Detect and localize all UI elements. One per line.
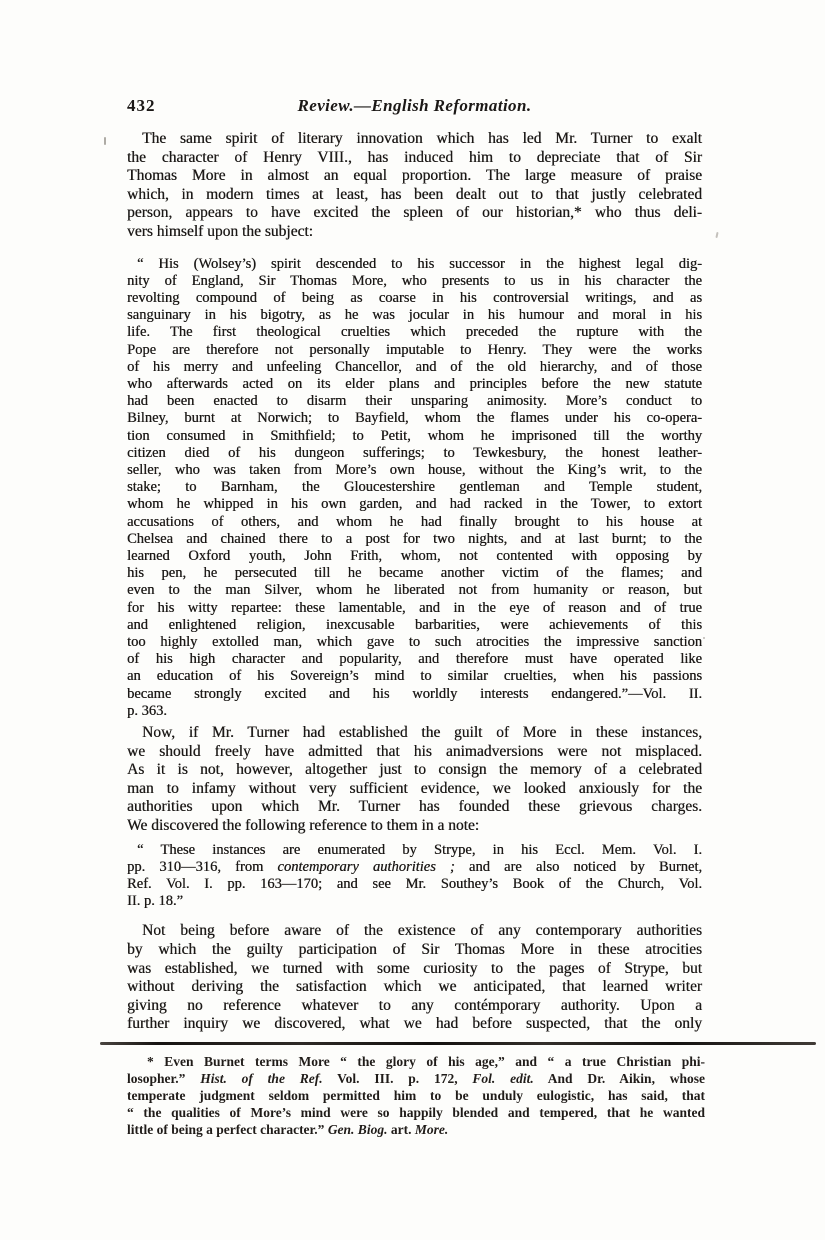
text-line: without deriving the satisfaction which we anticipated, that learned writer xyxy=(127,978,702,996)
text-line: We discovered the following reference to them in a note: xyxy=(127,817,480,835)
paragraph-commentary xyxy=(127,724,702,836)
text-line: learned Oxford youth, John Frith, whom, not contented with opposing by xyxy=(127,548,702,565)
text-line: whom he whipped in his own garden, and had racked in the Tower, to extort xyxy=(127,496,702,513)
text-line: giving no reference whatever to any contémporary authority. Upon a xyxy=(127,996,702,1014)
text-line: “ His (Wolsey’s) spirit descended to his successor in the highest legal dig- xyxy=(137,255,702,272)
text-line: sanguinary in his bigotry, as he was jocular in his humour and moral in his xyxy=(127,307,702,324)
text-line: seller, who was taken from More’s own house, without the King’s writ, to the xyxy=(127,462,702,478)
text-line: vers himself upon the subject: xyxy=(127,222,313,240)
text-line: authorities upon which Mr. Turner has founded these grievous charges. xyxy=(127,798,702,816)
text-line: Chelsea and chained there to a post for two nights, and at last burnt; to the xyxy=(127,530,702,547)
text-line: Thomas More in almost an equal proportion. The large measure of praise xyxy=(127,167,702,185)
footnote xyxy=(127,1053,705,1138)
text-line: person, appears to have excited the spleen of our historian,* who thus deli- xyxy=(127,204,702,222)
text-line: was established, we turned with some curiosity to the pages of Strype, but xyxy=(127,959,702,977)
text-line: temperate judgment seldom permitted him to be unduly eulogistic, has said, that xyxy=(127,1088,705,1103)
text-line: Bilney, burnt at Norwich; to Bayfield, whom the flames under his co-opera- xyxy=(127,410,702,427)
text-line: even to the man Silver, whom he liberated not from humanity or reason, but xyxy=(127,582,702,599)
paragraph-quote-note xyxy=(127,842,702,911)
text-line: As it is not, however, altogether just to consign the memory of a celebrated xyxy=(127,761,702,779)
text-line: had been enacted to disarm their unsparing animosity. More’s conduct to xyxy=(127,393,702,410)
text-line: p. 363. xyxy=(127,702,167,719)
text-line: of his high character and popularity, and therefore must have operated like xyxy=(127,651,702,668)
text-line: nity of England, Sir Thomas More, who presents to us in his character the xyxy=(127,272,702,289)
text-line: man to infamy without very sufficient evidence, we looked anxiously for the xyxy=(127,779,702,797)
footnote-divider-rule xyxy=(100,1042,816,1045)
text-line: accusations of others, and whom he had finally brought to his house at xyxy=(127,513,702,530)
text-line: little of being a perfect character.” Gen. Biog. art. More. xyxy=(127,1122,449,1137)
text-line: his pen, he persecuted till he became another victim of the flames; and xyxy=(127,565,702,582)
text-line: citizen died of his dungeon sufferings; to Tewkesbury, the honest leather- xyxy=(127,444,702,461)
page-number: 432 xyxy=(127,96,156,115)
text-line: tion consumed in Smithfield; to Petit, whom he imprisoned till the worthy xyxy=(127,427,702,444)
text-line: life. The first theological cruelties which preceded the rupture with the xyxy=(127,324,702,341)
text-line: II. p. 18.” xyxy=(127,893,183,910)
scan-artifact xyxy=(715,232,718,238)
paragraph-strype xyxy=(127,922,702,1034)
text-line: Now, if Mr. Turner had established the guilt of More in these instances, xyxy=(142,724,702,742)
text-line: became strongly excited and his worldly interests endangered.”—Vol. II. xyxy=(127,685,702,702)
text-line: Ref. Vol. I. pp. 163—170; and see Mr. Southey’s Book of the Church, Vol. xyxy=(127,876,702,893)
text-line: * Even Burnet terms More “ the glory of his age,” and “ a true Christian phi- xyxy=(147,1054,705,1069)
text-line: Pope are therefore not personally imputable to Henry. They were the works xyxy=(127,341,702,358)
paragraph-quote-turner xyxy=(127,256,702,720)
text-line: losopher.” Hist. of the Ref. Vol. III. p. 172, Fol. edit. And Dr. Aikin, whose xyxy=(127,1071,705,1086)
running-title: Review.—English Reformation. xyxy=(297,96,532,115)
scan-artifact xyxy=(703,637,705,639)
text-line: which, in modern times at least, has been dealt out to that justly celebrated xyxy=(127,185,702,203)
text-line: and enlightened religion, inexcusable barbarities, were achievements of this xyxy=(127,616,702,633)
text-column xyxy=(127,130,702,1034)
text-line: who afterwards acted on its elder plans and principles before the new statute xyxy=(127,375,702,392)
text-line: we should freely have admitted that his animadversions were not misplaced. xyxy=(127,742,702,760)
text-line: Not being before aware of the existence of any contemporary authorities xyxy=(142,922,702,940)
text-line: an education of his Sovereign’s mind to similar cruelties, when his passions xyxy=(127,668,702,685)
text-line: the character of Henry VIII., has induced him to depreciate that of Sir xyxy=(127,148,702,166)
text-line: revolting compound of being as coarse in his controversial writings, and as xyxy=(127,289,702,306)
text-line: for his witty repartee: these lamentable, and in the eye of reason and of true xyxy=(127,599,702,616)
text-line: further inquiry we discovered, what we had before suspected, that the only xyxy=(127,1015,702,1033)
text-line: “ the qualities of More’s mind were so happily blended and tempered, that he wanted xyxy=(127,1105,705,1120)
text-line: by which the guilty participation of Sir Thomas More in these atrocities xyxy=(127,941,702,959)
running-head xyxy=(127,96,702,118)
text-line: The same spirit of literary innovation which has led Mr. Turner to exalt xyxy=(142,130,702,147)
text-line: pp. 310—316, from contemporary authorities ; and are also noticed by Burnet, xyxy=(127,858,702,875)
paragraph-intro xyxy=(127,130,702,242)
scan-artifact xyxy=(104,137,106,145)
text-line: of his merry and unfeeling Chancellor, and of the old hierarchy, and of those xyxy=(127,358,702,375)
text-line: stake; to Barnham, the Gloucestershire gentleman and Temple student, xyxy=(127,479,702,496)
text-line: too highly extolled man, which gave to such atrocities the impressive sanction xyxy=(127,634,702,651)
text-line: “ These instances are enumerated by Strype, in his Eccl. Mem. Vol. I. xyxy=(137,841,702,858)
